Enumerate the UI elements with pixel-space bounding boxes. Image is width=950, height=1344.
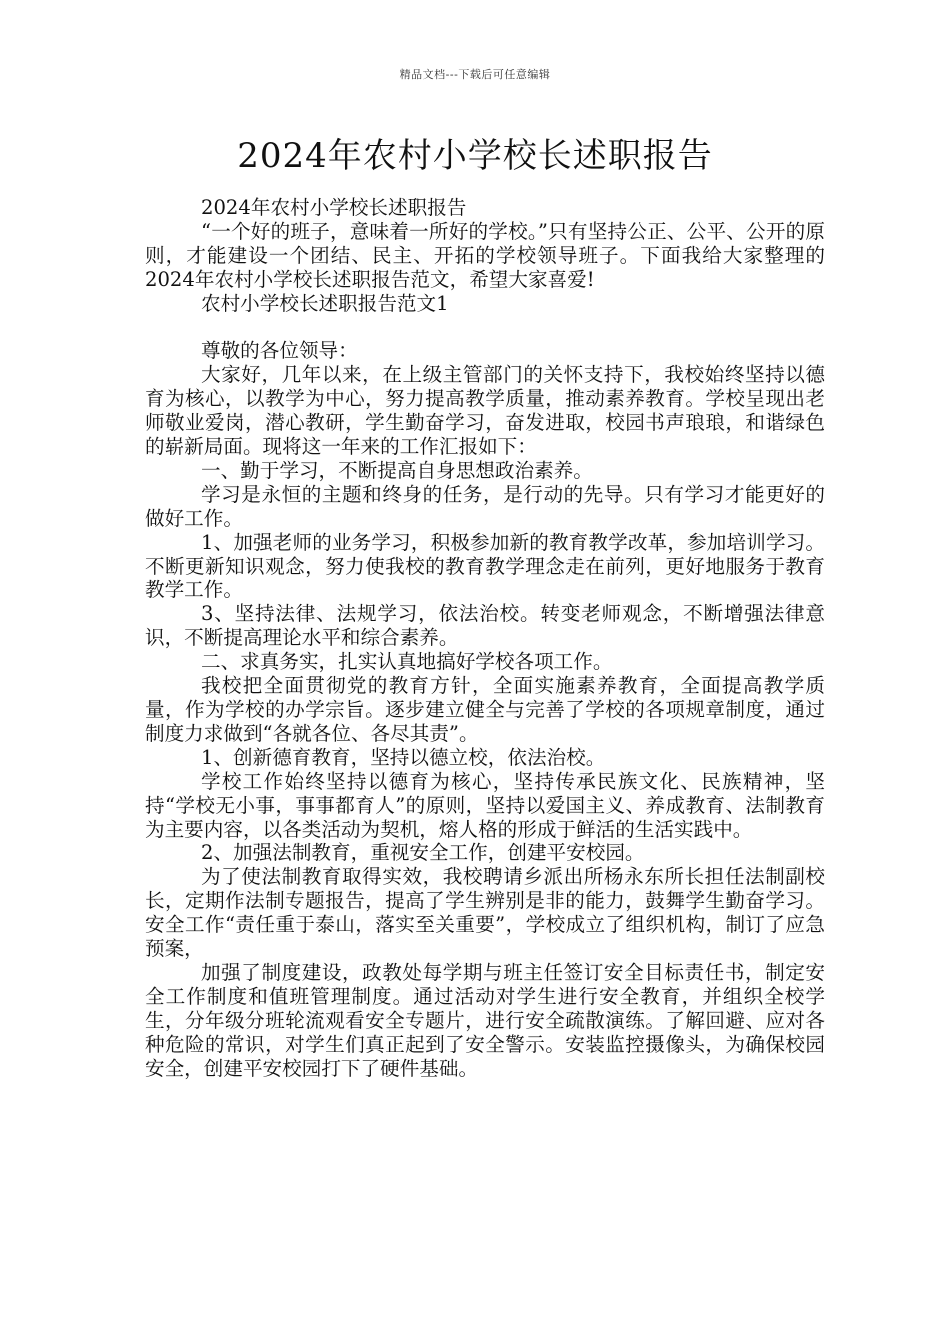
paragraph: 2024年农村小学校长述职报告 — [201, 196, 467, 219]
document-title: 2024年农村小学校长述职报告 — [237, 136, 713, 176]
paragraph: 二、求真务实，扎实认真地搞好学校各项工作。 — [201, 650, 613, 674]
paragraph: 一、勤于学习，不断提高自身思想政治素养。 — [201, 458, 593, 482]
paragraph: “一个好的班子，意味着一所好的学校。”只有坚持公正、公平、公开的原则，才能建设一个团结、民主、开拓的学校领导班子。下面我给大家整理的2024年农村小学校长述职报告范文，希望大家喜爱! — [145, 219, 825, 291]
paragraph: 大家好，几年以来，在上级主管部门的关怀支持下，我校始终坚持以德育为核心，以教学为中心，努力提高教学质量，推动素养教育。学校呈现出老师敬业爱岗，潜心教研，学生勤奋学习，奋发进取，校园书声琅琅，和谐绿色的崭新局面。现将这一年来的工作汇报如下： — [145, 363, 825, 459]
paragraph: 学习是永恒的主题和终身的任务，是行动的先导。只有学习才能更好的做好工作。 — [145, 482, 825, 530]
blank-line — [145, 316, 825, 340]
paragraph: 农村小学校长述职报告范文1 — [201, 291, 449, 315]
paragraph: 学校工作始终坚持以德育为核心，坚持传承民族文化、民族精神，坚持“学校无小事，事事都育人”的原则，坚持以爱国主义、养成教育、法制教育为主要内容，以各类活动为契机，熔人格的形成于鲜活的生活实践中。 — [145, 769, 825, 841]
paragraph: 为了使法制教育取得实效，我校聘请乡派出所杨永东所长担任法制副校长，定期作法制专题报告，提高了学生辨别是非的能力，鼓舞学生勤奋学习。安全工作“责任重于泰山，落实至关重要”，学校成立了组织机构，制订了应急预案， — [145, 865, 825, 961]
paragraph: 加强了制度建设，政教处每学期与班主任签订安全目标责任书，制定安全工作制度和值班管理制度。通过活动对学生进行安全教育，并组织全校学生，分年级分班轮流观看安全专题片，进行安全疏散演练。了解回避、应对各种危险的常识，对学生们真正起到了安全警示。安装监控摄像头，为确保校园安全，创建平安校园打下了硬件基础。 — [145, 960, 825, 1080]
paragraph: 1、创新德育教育，坚持以德立校，依法治校。 — [201, 745, 606, 769]
paragraph: 1、加强老师的业务学习，积极参加新的教育教学改革，参加培训学习。不断更新知识观念，努力使我校的教育教学理念走在前列，更好地服务于教育教学工作。 — [145, 530, 825, 602]
document-body — [145, 196, 825, 1081]
paragraph: 我校把全面贯彻党的教育方针，全面实施素养教育，全面提高教学质量，作为学校的办学宗旨。逐步建立健全与完善了学校的各项规章制度，通过制度力求做到“各就各位、各尽其责”。 — [145, 674, 825, 745]
paragraph: 3、坚持法律、法规学习，依法治校。转变老师观念，不断增强法律意识，不断提高理论水平和综合素养。 — [145, 602, 825, 650]
header-note: 精品文档---下载后可任意编辑 — [399, 68, 551, 81]
paragraph: 尊敬的各位领导： — [201, 339, 358, 363]
paragraph: 2、加强法制教育，重视安全工作，创建平安校园。 — [201, 841, 645, 865]
